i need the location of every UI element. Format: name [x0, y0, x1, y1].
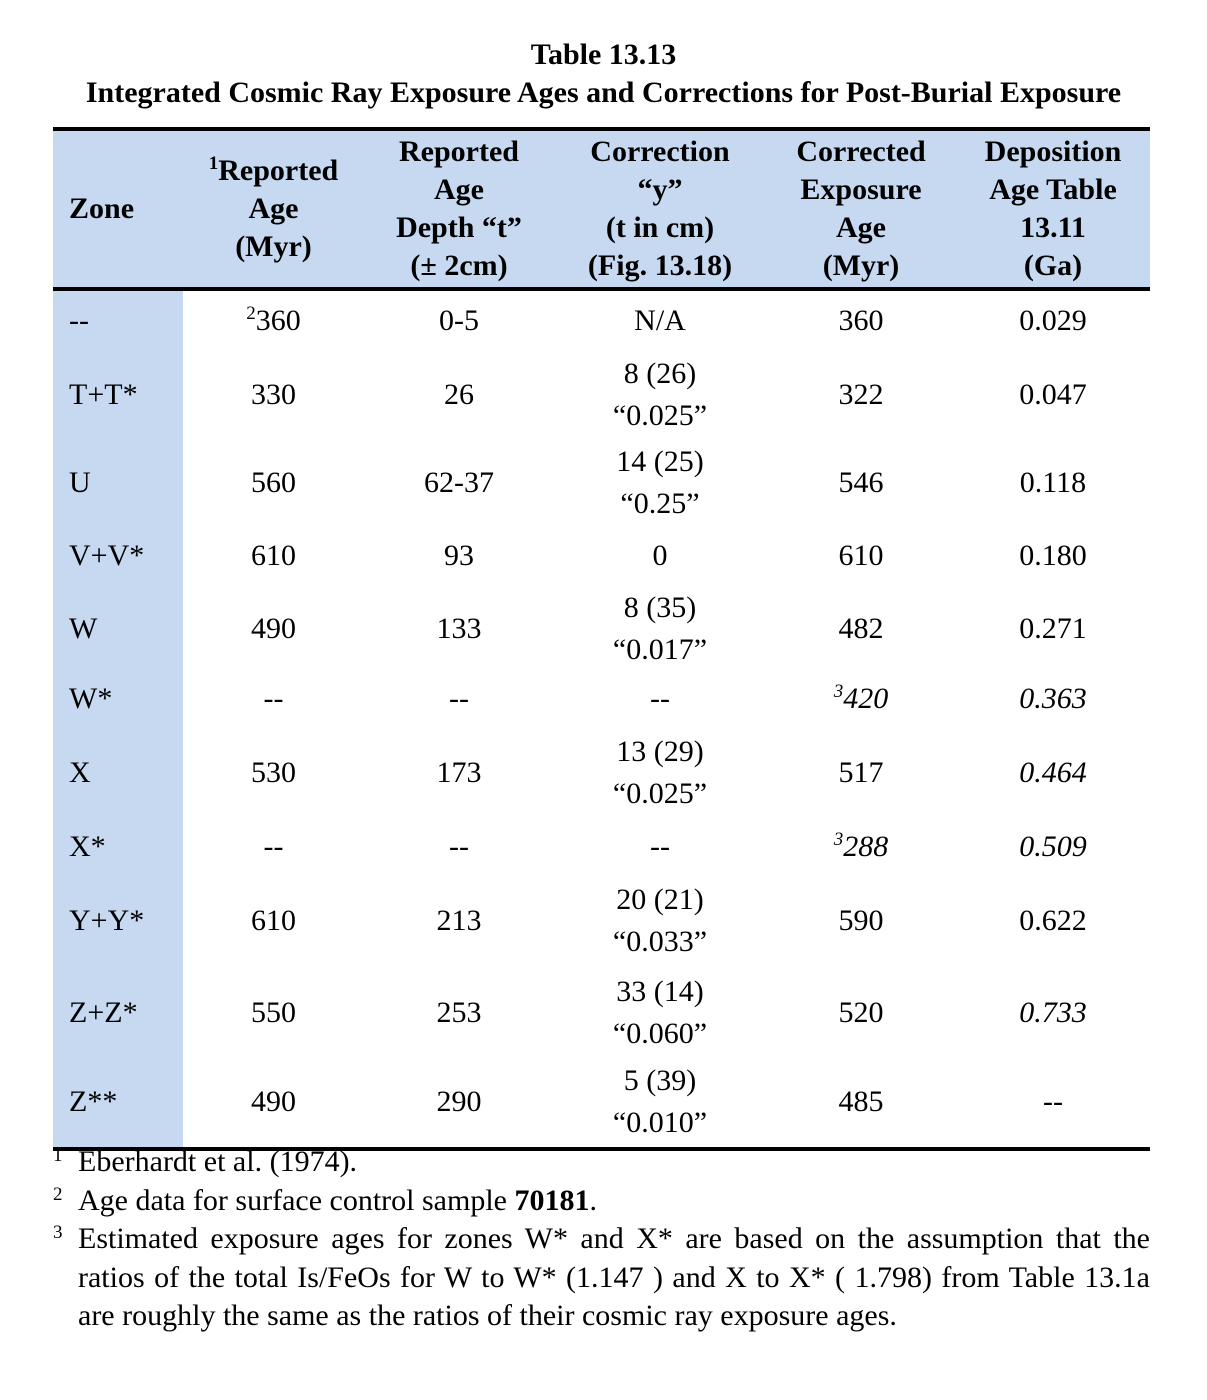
correction-cell: 0: [652, 539, 668, 572]
reported-age-cell: 330: [251, 378, 296, 411]
table-row: [53, 725, 1150, 821]
header-correction: [554, 129, 766, 289]
zone-cell: Y+Y*: [53, 873, 183, 969]
corrected-age-cell: 322: [838, 378, 884, 411]
zone-cell: Z+Z*: [53, 969, 183, 1057]
footnote-mark: 3: [833, 681, 844, 702]
zone-cell: --: [53, 289, 183, 351]
corrected-age-cell: [766, 673, 956, 725]
correction-y: “0.025”: [612, 399, 708, 432]
header-zone: Zone: [53, 129, 183, 289]
table-row: [53, 673, 1150, 725]
header-depth-line2: Age: [434, 173, 484, 206]
depth-cell: 133: [436, 612, 482, 645]
header-reported-age-footnote-mark: 1: [208, 153, 219, 174]
zone-cell: Z**: [53, 1057, 183, 1149]
sample-number: 70181: [514, 1183, 590, 1217]
header-depth: [364, 129, 554, 289]
reported-age-cell: [183, 289, 364, 351]
footnote-2: [53, 1182, 1150, 1221]
correction-cell: N/A: [634, 304, 686, 337]
footnote-mark: 3: [833, 829, 844, 850]
table-row: [53, 527, 1150, 585]
correction-cell: [554, 969, 766, 1057]
correction-value: 8 (35): [623, 591, 697, 624]
footnote-1: [53, 1143, 1150, 1182]
depth-cell: 213: [436, 904, 482, 937]
header-correction-line3: (t in cm): [605, 211, 715, 244]
correction-value: 14 (25): [616, 445, 704, 478]
correction-value: 8 (26): [623, 357, 697, 390]
header-corrected-age: [766, 129, 956, 289]
zone-cell: U: [53, 439, 183, 527]
correction-y: “0.033”: [612, 925, 708, 958]
table-row: [53, 439, 1150, 527]
correction-y: “0.010”: [612, 1106, 708, 1139]
header-correction-line1: Correction: [590, 135, 730, 168]
depth-cell: 93: [444, 539, 474, 572]
corrected-age-cell: 590: [838, 904, 884, 937]
header-corrected-line2: Exposure: [800, 173, 922, 206]
correction-value: 20 (21): [616, 883, 704, 916]
footnote-text: Age data for surface control sample: [78, 1183, 515, 1217]
corrected-age-cell: 546: [838, 466, 884, 499]
depth-cell: 290: [364, 1057, 554, 1149]
deposition-age-cell: 0.271: [1019, 612, 1087, 645]
corrected-age-value: 288: [843, 830, 889, 863]
footnote-text: Estimated exposure ages for zones W* and X* are based on the assumption that the ratios of the total Is/FeOs for W to W* (1.147 ) and X to X* ( 1.798) from Table 13.1a are roughly the same as the ratios of their cosmic ray exposure ages.: [78, 1222, 1150, 1332]
correction-cell: [554, 351, 766, 439]
deposition-age-cell: --: [956, 1057, 1150, 1149]
footnote-number: 2: [53, 1183, 63, 1205]
reported-age-cell: --: [263, 682, 284, 715]
correction-cell: [554, 873, 766, 969]
table-caption: Integrated Cosmic Ray Exposure Ages and Corrections for Post-Burial Exposure: [85, 76, 1122, 109]
header-reported-age-line3: (Myr): [235, 230, 312, 263]
depth-cell: 173: [436, 756, 482, 789]
zone-cell: X*: [53, 821, 183, 873]
reported-age-cell: 490: [183, 1057, 364, 1149]
table-row: [53, 1057, 1150, 1149]
deposition-age-cell: 0.509: [1019, 830, 1087, 863]
table-row: [53, 873, 1150, 969]
footnotes: [53, 1143, 1150, 1336]
reported-age-cell: --: [263, 830, 284, 863]
table-row: [53, 351, 1150, 439]
reported-age-value: 360: [255, 304, 301, 337]
reported-age-cell: 530: [251, 756, 296, 789]
header-corrected-line4: (Myr): [822, 249, 900, 282]
correction-y: “0.25”: [620, 487, 700, 520]
zone-cell: W: [53, 585, 183, 673]
corrected-age-cell: 517: [838, 756, 884, 789]
header-deposition-line1: Deposition: [984, 135, 1122, 168]
corrected-age-cell: [766, 821, 956, 873]
deposition-age-cell: 0.363: [1019, 682, 1087, 715]
correction-y: “0.025”: [612, 777, 708, 810]
footnote-end: .: [589, 1183, 597, 1217]
corrected-age-cell: 360: [838, 304, 884, 337]
table-number: Table 13.13: [530, 38, 677, 71]
depth-cell: 0-5: [439, 304, 479, 337]
header-depth-line3: Depth “t”: [396, 211, 522, 244]
depth-cell: --: [449, 830, 469, 863]
footnote-number: 1: [53, 1145, 63, 1166]
header-deposition-line4: (Ga): [1023, 249, 1083, 282]
table-title: [0, 36, 1207, 112]
zone-cell: T+T*: [53, 351, 183, 439]
reported-age-cell: 490: [251, 612, 296, 645]
deposition-age-cell: 0.180: [1019, 539, 1087, 572]
corrected-age-value: 420: [843, 682, 889, 715]
reported-age-cell: 610: [251, 904, 296, 937]
table-row: [53, 289, 1150, 351]
header-reported-age: [183, 129, 364, 289]
correction-y: “0.060”: [612, 1017, 708, 1050]
correction-value: 5 (39): [623, 1064, 697, 1097]
correction-cell: --: [650, 830, 670, 863]
header-row: [53, 129, 1150, 289]
correction-cell: [554, 1057, 766, 1149]
depth-cell: 62-37: [424, 466, 494, 499]
header-corrected-line1: Corrected: [796, 135, 926, 168]
depth-cell: 253: [436, 996, 482, 1029]
header-deposition-line3: 13.11: [1020, 211, 1086, 244]
exposure-ages-table: [53, 127, 1150, 1151]
footnote-number: 3: [53, 1222, 63, 1243]
reported-age-cell: 550: [251, 996, 296, 1029]
reported-age-cell: 560: [251, 466, 296, 499]
correction-y: “0.017”: [612, 633, 708, 666]
header-correction-line2: “y”: [637, 173, 683, 206]
depth-cell: 26: [444, 378, 474, 411]
zone-cell: X: [53, 725, 183, 821]
correction-cell: [554, 585, 766, 673]
deposition-age-cell: 0.464: [1019, 756, 1087, 789]
footnote-3: [53, 1220, 1150, 1336]
deposition-age-cell: 0.118: [1019, 466, 1087, 499]
correction-cell: [554, 439, 766, 527]
correction-value: 13 (29): [616, 735, 704, 768]
deposition-age-cell: 0.029: [1019, 304, 1087, 337]
correction-value: 33 (14): [616, 975, 704, 1008]
zone-cell: V+V*: [53, 527, 183, 585]
corrected-age-cell: 610: [838, 539, 884, 572]
header-depth-line4: (± 2cm): [410, 249, 508, 282]
correction-cell: [554, 725, 766, 821]
corrected-age-cell: 520: [838, 996, 884, 1029]
header-deposition-age: [956, 129, 1150, 289]
table-row: [53, 969, 1150, 1057]
footnote-text: Eberhardt et al. (1974).: [78, 1145, 358, 1178]
deposition-age-cell: 0.622: [1019, 904, 1087, 937]
deposition-age-cell: 0.733: [1019, 996, 1087, 1029]
header-depth-line1: Reported: [399, 135, 519, 168]
header-reported-age-line2: Age: [248, 192, 299, 225]
correction-cell: --: [650, 682, 670, 715]
header-reported-age-line1: Reported: [218, 154, 339, 187]
corrected-age-cell: 485: [766, 1057, 956, 1149]
table-row: [53, 585, 1150, 673]
header-correction-line4: (Fig. 13.18): [587, 249, 733, 282]
depth-cell: --: [449, 682, 469, 715]
header-corrected-line3: Age: [836, 211, 886, 244]
deposition-age-cell: 0.047: [1019, 378, 1087, 411]
footnote-mark: 2: [246, 303, 256, 324]
table-row: [53, 821, 1150, 873]
header-deposition-line2: Age Table: [989, 173, 1117, 206]
zone-cell: W*: [53, 673, 183, 725]
reported-age-cell: 610: [251, 539, 296, 572]
corrected-age-cell: 482: [838, 612, 884, 645]
